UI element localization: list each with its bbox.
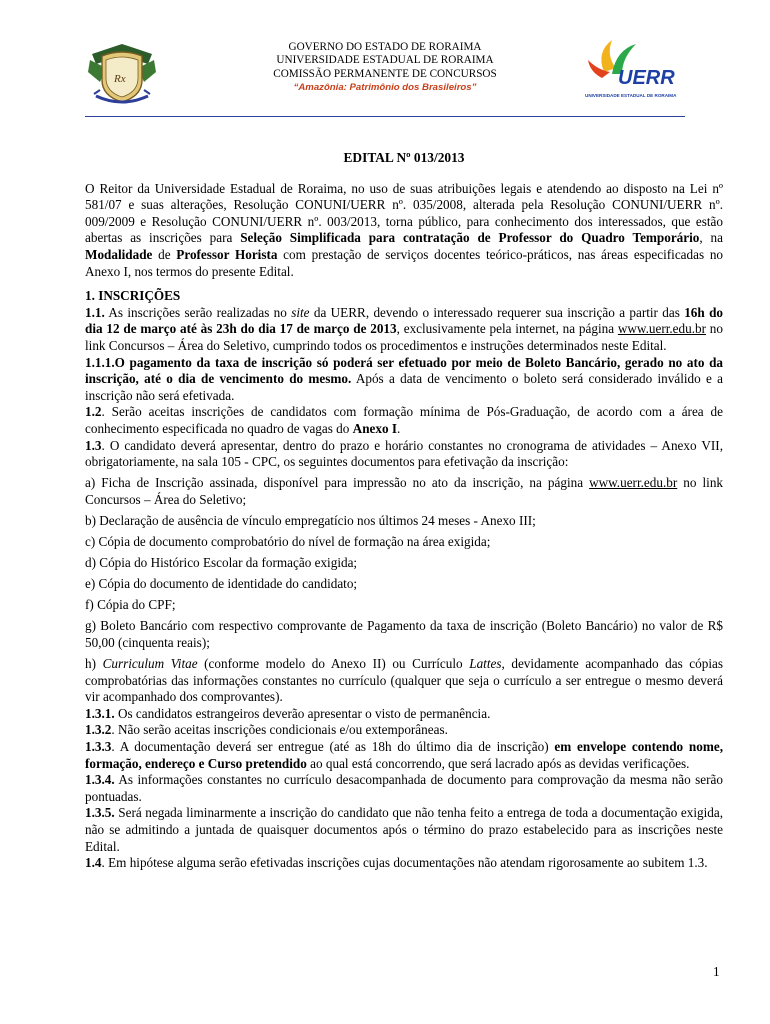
paragraph-text: As inscrições serão realizadas no [104, 304, 292, 320]
paragraph-1-3-3 [85, 739, 723, 772]
list-item-italic: Lattes [469, 656, 502, 672]
government-line: GOVERNO DO ESTADO DE RORAIMA [288, 41, 482, 53]
list-item-text: , devidamente acompanhado das cópias comprobatórias das informações constantes no currículo (qualquer que seja o currículo a ser entregue o mesmo deverá vir acompanhado dos comprovantes). [85, 656, 723, 705]
paragraph-1-2 [85, 404, 723, 437]
paragraph-text: Os candidatos estrangeiros deverão apresentar o visto de permanência. [114, 705, 491, 721]
list-item-d: d) Cópia do Histórico Escolar da formação exigida; [85, 555, 358, 571]
paragraph-text: Será negada liminarmente a inscrição do candidato que não tenha feito a entrega de toda a documentação exigida, não se admitindo a juntada de quaisquer documentos após o término do prazo estabelecido para as inscrições neste Edital. [85, 805, 723, 854]
motto: “Amazônia: Patrimônio dos Brasileiros” [293, 82, 477, 94]
paragraph-number: 1.1. [85, 304, 105, 320]
university-line: UNIVERSIDADE ESTADUAL DE RORAIMA [276, 54, 494, 67]
paragraph-number: 1.4 [85, 855, 102, 871]
paragraph-text: , exclusivamente pela internet, na página [396, 321, 618, 337]
intro-text: de [152, 246, 177, 262]
uerr-logo-subtext: UNIVERSIDADE ESTADUAL DE RORAIMA [585, 93, 677, 98]
header-divider [85, 116, 685, 117]
list-item-c: c) Cópia de documento comprobatório do nível de formação na área exigida; [85, 533, 491, 549]
paragraph-text: . O candidato deverá apresentar, dentro do prazo e horário constantes no cronograma de atividades – Anexo VII, obrigatoriamente, na sala 105 - CPC, os seguintes documentos para efetivação da inscrição: [85, 437, 723, 470]
paragraph-number: 1.3.4. [85, 772, 115, 788]
uerr-website-link[interactable]: www.uerr.edu.br [617, 321, 706, 337]
section-title-inscricoes: 1. INSCRIÇÕES [85, 288, 181, 304]
paragraph-text: no link Concursos – Área do Seletivo, cumprindo todos os procedimentos e instruções determinados neste Edital. [85, 321, 723, 353]
paragraph-text: As informações constantes no currículo desacompanhada de documento para comprovação da mesma não serão pontuadas. [85, 772, 723, 804]
list-item-text: a) Ficha de Inscrição assinada, disponível para impressão no ato da inscrição, na página [85, 475, 590, 491]
paragraph-number: 1.2 [85, 404, 102, 420]
paragraph-number: 1.3.5. [85, 805, 115, 821]
paragraph-1-3-2 [85, 722, 723, 739]
intro-text: com prestação de serviços docentes teórico-práticos, nas áreas especificadas no Anexo I, nos termos do presente Edital. [85, 246, 724, 279]
intro-bold-modality: Modalidade [85, 246, 153, 262]
list-item-text: no link Concursos – Área do Seletivo; [85, 475, 724, 507]
paragraph-text: . Não serão aceitas inscrições condicionais e/ou extemporâneas. [111, 722, 448, 738]
list-item-text: h) [85, 656, 103, 672]
paragraph-bold: em envelope contendo nome, formação, endereço e Curso pretendido [85, 739, 723, 771]
page-number: 1 [713, 964, 720, 979]
list-item-e: e) Cópia do documento de identidade do candidato; [85, 576, 358, 592]
paragraph-number: 1.3.2 [85, 722, 112, 738]
intro-bold-professor: Professor Horista [176, 246, 278, 262]
intro-paragraph [85, 181, 723, 281]
paragraph-1-1 [85, 305, 723, 355]
paragraph-text: . A documentação deverá ser entregue (até as 18h do último dia de inscrição) [111, 739, 555, 754]
paragraph-text: . Em hipótese alguma serão efetivadas inscrições cujas documentações não atendam rigorosamente ao subitem 1.3. [101, 855, 708, 871]
commission-line: COMISSÃO PERMANENTE DE CONCURSOS [273, 67, 497, 80]
paragraph-1-4 [85, 855, 723, 872]
list-item-b: b) Declaração de ausência de vínculo empregatício nos últimos 24 meses - Anexo III; [85, 512, 536, 528]
uerr-website-link[interactable]: www.uerr.edu.br [589, 475, 678, 491]
list-item-italic: Curriculum Vitae [102, 656, 198, 672]
intro-text: O Reitor da Universidade Estadual de Roraima, no uso de suas atribuições legais e atendendo ao disposto na Lei nº 581/07 e suas alterações, Resolução CONUNI/UERR nº. 035/2008, alterada pela Resolução CONUNI/UERR nº. 009/2009 e Resolução CONUNI/UERR nº. 003/2013, torna público, para conhecimento dos interessados, que estão abertas as inscrições para [85, 180, 723, 246]
uerr-logo-text: UERR [618, 67, 675, 89]
paragraph-1-3-5 [85, 805, 723, 855]
paragraph-number: 1.3 [85, 437, 102, 453]
paragraph-bold: 16h do dia 12 de março até às 23h do dia 17 de março de 2013 [85, 304, 723, 337]
paragraph-number: 1.3.1. [85, 705, 115, 721]
paragraph-text: da UERR, devendo o interessado requerer sua inscrição a partir das [309, 304, 685, 320]
intro-bold-selection: Seleção Simplificada para contratação de Professor do Quadro Temporário [240, 230, 700, 246]
paragraph-bold: 1.1.1.O pagamento da taxa de inscrição só poderá ser efetuado por meio de Boleto Bancário, gerado no ato da inscrição, até o dia de vencimento do mesmo. [85, 354, 723, 387]
paragraph-text: . [397, 420, 401, 436]
paragraph-1-3-1 [85, 706, 723, 723]
paragraph-1-1-1 [85, 355, 723, 405]
edital-body [85, 150, 723, 872]
uerr-logo [582, 38, 692, 100]
paragraph-text: ao qual está concorrendo, que será lacrado após as devidas verificações. [306, 755, 690, 771]
paragraph-italic: site [291, 304, 310, 320]
institution-heading [200, 41, 570, 95]
paragraph-number: 1.3.3 [85, 739, 112, 754]
paragraph-bold: Anexo I [352, 420, 397, 436]
list-item-text: (conforme modelo do Anexo II) ou Currículo [197, 656, 470, 672]
edital-title: EDITAL Nº 013/2013 [343, 150, 465, 165]
list-item-h [85, 656, 723, 706]
svg-text:Rx: Rx [114, 73, 126, 85]
list-item-g: g) Boleto Bancário com respectivo comprovante de Pagamento da taxa de inscrição (Boleto Bancário) no valor de R$ 50,00 (cinquenta reais); [85, 618, 723, 650]
document-header [0, 38, 770, 108]
list-item-a [85, 475, 723, 508]
paragraph-1-3 [85, 438, 723, 471]
intro-text: , na [699, 230, 723, 246]
list-item-f: f) Cópia do CPF; [85, 597, 176, 613]
paragraph-text: . Serão aceitas inscrições de candidatos com formação mínima de Pós-Graduação, de acordo com a área de conhecimento especificada no quadro de vagas do [85, 404, 723, 436]
paragraph-1-3-4 [85, 772, 723, 805]
paragraph-text: Após a data de vencimento o boleto será considerado inválido e a inscrição não será efetivada. [85, 371, 724, 403]
roraima-coat-of-arms-logo [86, 38, 158, 106]
